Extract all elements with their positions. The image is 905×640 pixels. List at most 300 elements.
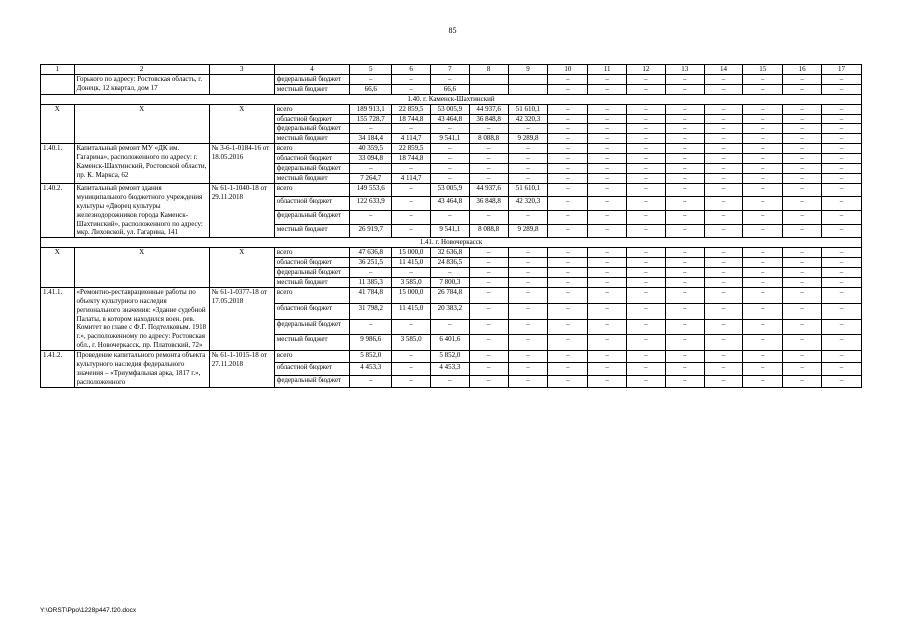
value-6: – [392,319,431,335]
value-8: 8 088,8 [469,134,508,144]
value-6: 3 585,0 [392,277,431,287]
value-11: – [588,363,627,375]
value-5: 26 919,7 [350,224,392,238]
value-15: – [743,104,783,114]
value-17: – [822,363,862,375]
value-15: – [743,84,783,94]
funding-source-label: областной бюджет [274,197,349,211]
value-6: – [392,197,431,211]
section-title: 1.41. г. Новочеркасск [41,238,862,248]
value-6: – [392,351,431,363]
value-7: 20 383,2 [431,303,470,319]
value-7: 53 005,9 [431,183,470,197]
value-16: – [783,268,822,278]
value-10: – [548,303,588,319]
funding-source-label: областной бюджет [274,154,349,164]
value-9: 51 610,1 [508,183,548,197]
funding-source-label: всего [274,104,349,114]
value-7: – [431,375,470,387]
value-6: – [392,124,431,134]
value-10: – [548,224,588,238]
value-15: – [743,154,783,164]
value-11: – [588,183,627,197]
value-5: 9 986,6 [350,335,392,351]
column-number-11: 11 [588,65,627,75]
funding-source-label: областной бюджет [274,258,349,268]
document-cell: № 3-6-1-0184-16 от 18.05.2016 [209,144,274,184]
value-13: – [665,154,704,164]
value-16: – [783,134,822,144]
value-8 [469,74,508,84]
value-14: – [704,287,743,303]
value-14: – [704,258,743,268]
value-7: – [431,319,470,335]
value-5: 34 184,4 [350,134,392,144]
value-9 [508,74,548,84]
value-11: – [588,74,627,84]
value-12: – [627,134,666,144]
value-15: – [743,363,783,375]
value-9: – [508,375,548,387]
column-number-row [41,65,862,75]
value-9: – [508,268,548,278]
object-name-cell: Х [74,104,209,144]
value-13: – [665,134,704,144]
value-8: – [469,268,508,278]
file-path-footer: Y:\ORST\Ppo\1228p447.f20.docx [40,607,137,614]
value-17: – [822,124,862,134]
column-number-13: 13 [665,65,704,75]
value-8: – [469,248,508,258]
column-number-6: 6 [392,65,431,75]
value-9: 9 289,8 [508,224,548,238]
value-5: 40 359,5 [350,144,392,154]
value-14: – [704,154,743,164]
document-cell: № 61-1-1015-18 от 27.11.2018 [209,351,274,388]
value-11: – [588,173,627,183]
value-10: – [548,164,588,174]
value-17: – [822,134,862,144]
value-15: – [743,248,783,258]
value-5: 189 913,1 [350,104,392,114]
value-15: – [743,114,783,124]
value-11: – [588,164,627,174]
value-9: – [508,351,548,363]
value-15: – [743,124,783,134]
value-7: 9 541,1 [431,134,470,144]
value-5: 66,6 [350,84,392,94]
value-5: – [350,124,392,134]
value-16: – [783,154,822,164]
value-8: – [469,351,508,363]
value-7: 5 852,0 [431,351,470,363]
funding-source-label: областной бюджет [274,303,349,319]
value-14: – [704,197,743,211]
value-7: – [431,164,470,174]
value-14: – [704,319,743,335]
value-10: – [548,258,588,268]
value-5: 47 636,8 [350,248,392,258]
value-16: – [783,173,822,183]
value-14: – [704,144,743,154]
object-name-cell: Капитальный ремонт МУ «ДК им. Гагарина», расположенного по адресу: г. Каменск-Шахтинский, Ростовской области, пр. К. Маркса, 62 [74,144,209,184]
value-13: – [665,258,704,268]
value-14: – [704,124,743,134]
value-16: – [783,84,822,94]
value-6: – [392,375,431,387]
value-10: – [548,277,588,287]
column-number-3: 3 [209,65,274,75]
funding-source-label: местный бюджет [274,335,349,351]
value-13: – [665,173,704,183]
value-17: – [822,164,862,174]
value-12: – [627,183,666,197]
value-12: – [627,114,666,124]
value-16: – [783,124,822,134]
value-13: – [665,197,704,211]
value-14: – [704,375,743,387]
value-8: – [469,363,508,375]
object-row [41,351,862,363]
column-number-1: 1 [41,65,75,75]
value-15: – [743,183,783,197]
funding-source-label: всего [274,144,349,154]
value-11: – [588,303,627,319]
value-16: – [783,197,822,211]
value-13: – [665,84,704,94]
value-6: – [392,74,431,84]
value-6: 4 114,7 [392,134,431,144]
value-11: – [588,375,627,387]
value-9: – [508,248,548,258]
value-12: – [627,335,666,351]
row-number-cell: Х [41,104,75,144]
value-13: – [665,164,704,174]
value-8: – [469,124,508,134]
value-8: – [469,258,508,268]
value-7: – [431,211,470,225]
value-16: – [783,277,822,287]
value-14: – [704,104,743,114]
value-7: – [431,74,470,84]
value-17: – [822,197,862,211]
value-8: – [469,375,508,387]
value-15: – [743,224,783,238]
value-9: – [508,287,548,303]
value-16: – [783,114,822,124]
column-number-17: 17 [822,65,862,75]
column-number-8: 8 [469,65,508,75]
document-cell: Х [209,248,274,288]
funding-source-label: местный бюджет [274,277,349,287]
value-11: – [588,154,627,164]
section-title: 1.40. г. Каменск-Шахтинский [41,94,862,104]
value-9: – [508,211,548,225]
value-9: – [508,144,548,154]
value-12: – [627,287,666,303]
value-6: 15 000,0 [392,248,431,258]
value-5: 7 264,7 [350,173,392,183]
value-12: – [627,258,666,268]
value-16: – [783,287,822,303]
value-14: – [704,351,743,363]
value-13: – [665,183,704,197]
value-11: – [588,248,627,258]
value-17: – [822,183,862,197]
value-10: – [548,154,588,164]
value-16: – [783,211,822,225]
value-15: – [743,303,783,319]
document-cell [209,74,274,94]
value-13: – [665,124,704,134]
value-13: – [665,363,704,375]
column-number-14: 14 [704,65,743,75]
value-5: 149 553,6 [350,183,392,197]
value-7: 66,6 [431,84,470,94]
value-15: – [743,173,783,183]
row-number-cell: Х [41,248,75,288]
value-15: – [743,287,783,303]
value-17: – [822,319,862,335]
value-5: 41 784,8 [350,287,392,303]
funding-source-label: областной бюджет [274,114,349,124]
value-15: – [743,351,783,363]
value-5: 4 453,3 [350,363,392,375]
value-17: – [822,224,862,238]
value-15: – [743,319,783,335]
value-6: – [392,164,431,174]
value-6: 11 415,0 [392,258,431,268]
budget-table [40,64,862,388]
value-7: – [431,144,470,154]
value-8: – [469,303,508,319]
value-10: – [548,114,588,124]
value-14: – [704,211,743,225]
value-17: – [822,154,862,164]
value-7: 4 453,3 [431,363,470,375]
value-7: 24 836,5 [431,258,470,268]
value-8: – [469,211,508,225]
value-9 [508,84,548,94]
value-10: – [548,183,588,197]
value-14: – [704,173,743,183]
value-12: – [627,164,666,174]
value-11: – [588,134,627,144]
value-14: – [704,224,743,238]
value-6: – [392,211,431,225]
value-9: – [508,258,548,268]
value-13: – [665,211,704,225]
value-17: – [822,144,862,154]
value-8: – [469,335,508,351]
column-number-7: 7 [431,65,470,75]
value-11: – [588,197,627,211]
value-10: – [548,268,588,278]
column-number-5: 5 [350,65,392,75]
value-6: – [392,363,431,375]
value-12: – [627,74,666,84]
row-number-cell: 1.40.1. [41,144,75,184]
value-8: – [469,277,508,287]
funding-source-label: всего [274,183,349,197]
value-17: – [822,114,862,124]
value-13: – [665,335,704,351]
funding-source-label: местный бюджет [274,134,349,144]
value-17: – [822,211,862,225]
value-12: – [627,124,666,134]
value-11: – [588,335,627,351]
value-6: 18 744,8 [392,154,431,164]
value-5: – [350,211,392,225]
value-5: – [350,268,392,278]
value-16: – [783,74,822,84]
value-9: – [508,277,548,287]
value-7: 43 464,8 [431,197,470,211]
value-9: – [508,363,548,375]
value-17: – [822,74,862,84]
document-cell: № 61-1-0377-18 от 17.05.2018 [209,287,274,350]
value-16: – [783,224,822,238]
value-13: – [665,319,704,335]
value-6: 22 859,5 [392,104,431,114]
value-16: – [783,319,822,335]
value-8: – [469,287,508,303]
value-6: – [392,183,431,197]
value-10: – [548,319,588,335]
value-9: 42 320,3 [508,197,548,211]
value-14: – [704,363,743,375]
object-name-cell: «Ремонтно-реставрационные работы по объекту культурного наследия регионального значения: «Здание судебной Палаты, в котором находился воен. рев. Комитет во главе с Ф.Г. Подтелковым. 1918 г.», расположенному по адресу: Ростовская обл., г. Новочеркасск, пр. Платовский, 72» [74,287,209,350]
value-9: 42 320,3 [508,114,548,124]
value-10: – [548,74,588,84]
value-8: – [469,164,508,174]
value-11: – [588,84,627,94]
value-9: – [508,164,548,174]
value-10: – [548,351,588,363]
value-14: – [704,268,743,278]
row-number-cell: 1.40.2. [41,183,75,237]
value-17: – [822,335,862,351]
value-15: – [743,211,783,225]
value-14: – [704,74,743,84]
value-12: – [627,375,666,387]
value-11: – [588,124,627,134]
value-14: – [704,248,743,258]
value-6: 3 585,0 [392,335,431,351]
value-5: 11 385,3 [350,277,392,287]
value-8: – [469,319,508,335]
value-16: – [783,248,822,258]
value-6: 4 114,7 [392,173,431,183]
value-17: – [822,104,862,114]
document-cell: № 61-1-1040-18 от 29.11.2018 [209,183,274,237]
value-10: – [548,144,588,154]
funding-source-label: федеральный бюджет [274,319,349,335]
value-7: – [431,173,470,183]
value-12: – [627,154,666,164]
value-13: – [665,104,704,114]
value-9: – [508,124,548,134]
value-14: – [704,134,743,144]
value-17: – [822,173,862,183]
row-number-cell: 1.41.1. [41,287,75,350]
section-row [41,94,862,104]
value-11: – [588,104,627,114]
value-17: – [822,303,862,319]
section-row [41,238,862,248]
value-12: – [627,104,666,114]
column-number-4: 4 [274,65,349,75]
value-5: 31 798,2 [350,303,392,319]
value-16: – [783,303,822,319]
value-12: – [627,277,666,287]
value-10: – [548,124,588,134]
value-7: 26 784,8 [431,287,470,303]
column-number-10: 10 [548,65,588,75]
value-8: 36 848,8 [469,114,508,124]
value-5: – [350,319,392,335]
value-16: – [783,363,822,375]
object-row [41,104,862,114]
value-12: – [627,303,666,319]
value-8: 36 848,8 [469,197,508,211]
value-15: – [743,74,783,84]
column-number-2: 2 [74,65,209,75]
value-6: – [392,268,431,278]
value-13: – [665,277,704,287]
value-16: – [783,375,822,387]
value-12: – [627,363,666,375]
value-5: 122 633,9 [350,197,392,211]
value-7: 9 541,1 [431,224,470,238]
value-11: – [588,211,627,225]
object-name-cell: Капитальный ремонт здания муниципального бюджетного учреждения культуры «Дворец культуры железнодорожников города Каменск-Шахтинский», расположенного по адресу: мкр. Лиховской, ул. Гагарина, 141 [74,183,209,237]
value-9: – [508,335,548,351]
row-number-cell: 1.41.2. [41,351,75,388]
value-10: – [548,84,588,94]
value-6: 18 744,8 [392,114,431,124]
object-row [41,287,862,303]
value-5: – [350,74,392,84]
value-10: – [548,375,588,387]
value-5: – [350,375,392,387]
value-17: – [822,351,862,363]
column-number-12: 12 [627,65,666,75]
value-6: – [392,84,431,94]
value-8: 44 937,6 [469,183,508,197]
value-11: – [588,258,627,268]
value-13: – [665,303,704,319]
value-17: – [822,287,862,303]
value-13: – [665,351,704,363]
column-number-9: 9 [508,65,548,75]
funding-source-label: областной бюджет [274,363,349,375]
value-11: – [588,144,627,154]
value-12: – [627,144,666,154]
value-7: 6 401,6 [431,335,470,351]
funding-source-label: федеральный бюджет [274,74,349,84]
value-13: – [665,375,704,387]
value-12: – [627,248,666,258]
value-7: – [431,124,470,134]
value-11: – [588,277,627,287]
value-16: – [783,164,822,174]
value-8: 44 937,6 [469,104,508,114]
value-8 [469,84,508,94]
value-6: – [392,224,431,238]
funding-source-label: всего [274,351,349,363]
value-16: – [783,104,822,114]
